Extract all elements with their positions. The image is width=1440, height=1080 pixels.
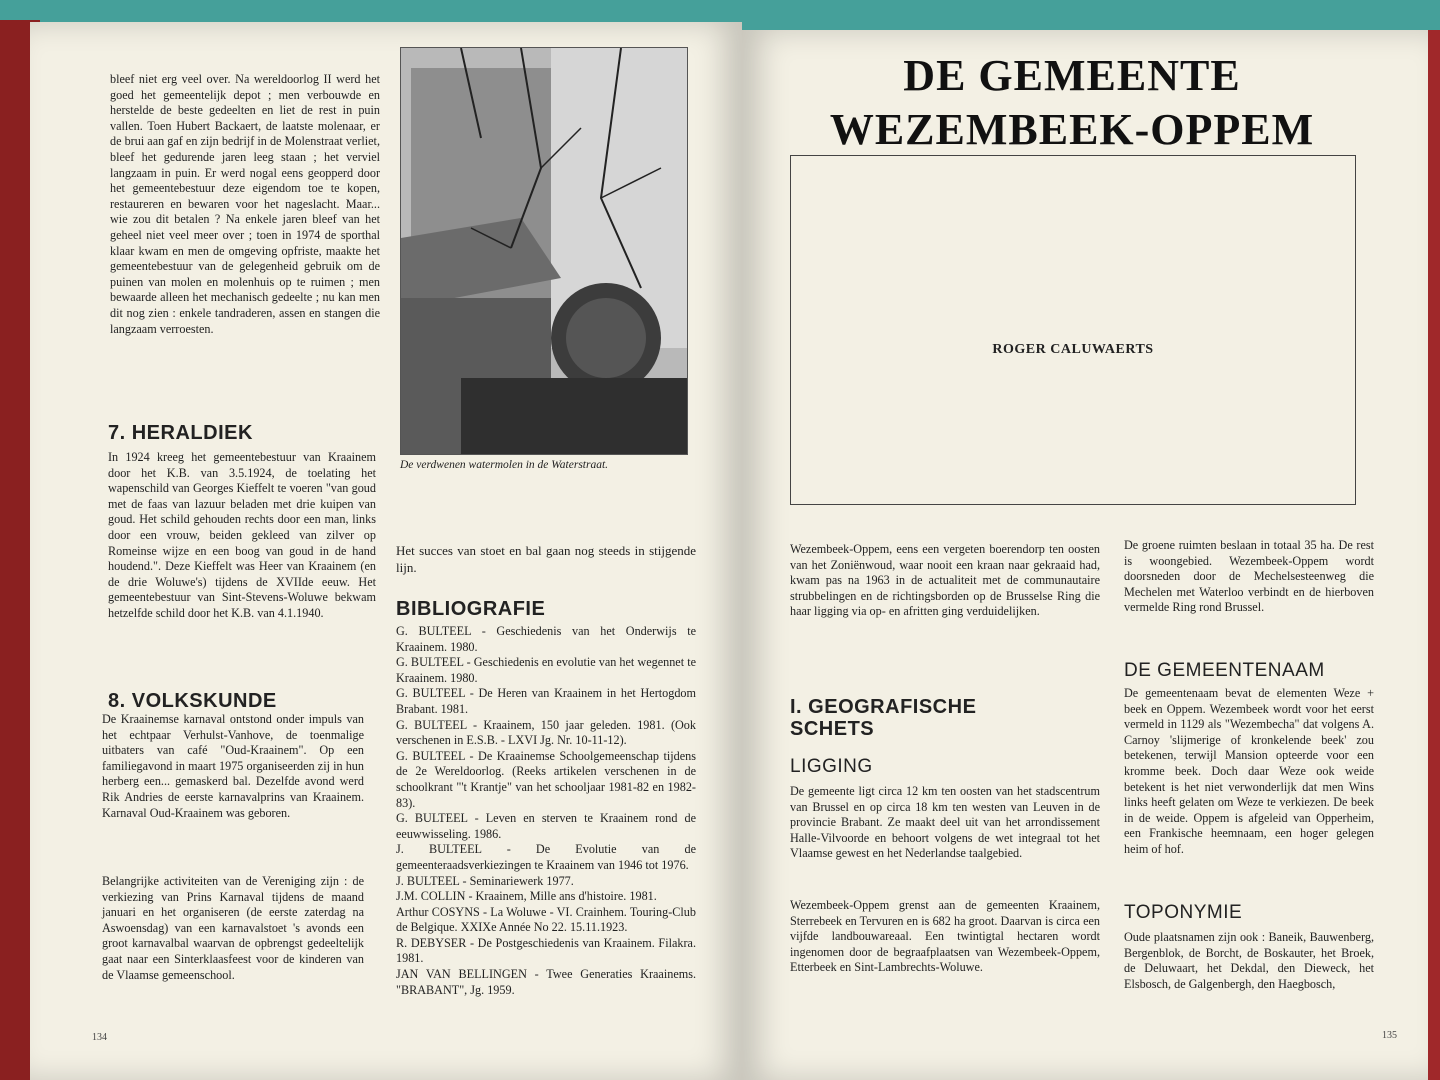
bibliografie-item: J. BULTEEL - De Evolutie van de gemeenteraadsverkiezingen te Kraainem van 1946 tot 1976.: [396, 842, 696, 872]
toponymie-paragraph: Oude plaatsnamen zijn ook : Baneik, Bauwenberg, Bergenblok, de Borcht, de Boskauter, het Broek, de Deluwaart, het Dekdal, den Dieweck, het Elsbosch, de Galgenbergh, den Haegbosch,: [1124, 930, 1374, 991]
ligging-paragraph-1: De gemeente ligt circa 12 km ten oosten van het stadscentrum van Brussel en op circa 18 km ten westen van Leuven in de provincie Brabant. Ze maakt deel uit van het arrondissement Halle-Vilvoorde en behoort volgens de wet integraal tot het Vlaamse gewest en het Nederlandse taalgebied.: [790, 784, 1100, 861]
succes-paragraph: Het succes van stoet en bal gaan nog steeds in stijgende lijn.: [396, 543, 696, 575]
heraldiek-paragraph: In 1924 kreeg het gemeentebestuur van Kraainem door het K.B. van 3.5.1924, de toelating het wapenschild van Georges Kieffelt te voeren "van goud met de faas van lazuur beladen met drie kuipen van goud. Het schild gehouden rechts door een man, links door een vrouw, beiden gekleed van zilver op Romeinse wijze en een boog van goud in de hand houdend.". Deze Kieffelt was Heer van Kraainem (en de drie Woluwe's) tijdens de XVIIde eeuw. Het gemeentebestuur van Sint-Stevens-Woluwe bekwam hetzelfde schild door het K.B. van 4.1.1940.: [108, 450, 376, 620]
toponymie-heading: TOPONYMIE: [1124, 902, 1243, 923]
page-number: 134: [92, 1032, 107, 1043]
bibliografie-item: G. BULTEEL - Geschiedenis en evolutie van het wegennet te Kraainem. 1980.: [396, 655, 696, 685]
left-page: [30, 22, 742, 1080]
page-number: 135: [1382, 1030, 1397, 1041]
intro-paragraph: Wezembeek-Oppem, eens een vergeten boerendorp ten oosten van het Zoniënwoud, waar nooit een kraan naar gekraaid had, kwam pas na 1963 in de actualiteit met de communautaire strubbelingen en de richtingsborden op de Brusselse Ring die haar ligging via op- en afritten ging verduidelijken.: [790, 542, 1100, 619]
bibliografie-item: G. BULTEEL - Kraainem, 150 jaar geleden. 1981. (Ook verschenen in E.S.B. - LXVI Jg. Nr. 10-11-12).: [396, 717, 696, 748]
geografische-schets-heading: I. GEOGRAFISCHE SCHETS: [790, 696, 977, 740]
bibliografie-item: G. BULTEEL - Leven en sterven te Kraainem rond de eeuwwisseling. 1986.: [396, 811, 696, 841]
bibliografie-heading: BIBLIOGRAFIE: [396, 598, 546, 620]
gemeentenaam-heading: DE GEMEENTENAAM: [1124, 660, 1325, 681]
title-frame: [790, 155, 1356, 505]
bibliografie-item: G. BULTEEL - De Heren van Kraainem in het Hertogdom Brabant. 1981.: [396, 686, 696, 716]
bibliografie-item: JAN VAN BELLINGEN - Twee Generaties Kraainems. "BRABANT", Jg. 1959.: [396, 967, 696, 997]
ligging-paragraph-2: Wezembeek-Oppem grenst aan de gemeenten Kraainem, Sterrebeek en Tervuren en is 682 ha groot. Daarvan is circa een vijfde landbouwareaal. Een twintigtal hectaren wordt ingenomen door de begraafplaatsen van Wezembeek-Oppem, Etterbeek en Sint-Lambrechts-Woluwe.: [790, 898, 1100, 975]
bibliografie-item: J.M. COLLIN - Kraainem, Mille ans d'histoire. 1981.: [396, 889, 657, 904]
right-page: [742, 30, 1428, 1080]
gemeentenaam-paragraph: De gemeentenaam bevat de elementen Weze + beek en Oppem. Wezembeek wordt voor het eerst vermeld in 1129 als "Wezembecha" dat volgens A. Carnoy 'slijmerige of kronkelende beek' zou betekenen, terwijl Mansion opteerde voor een kromme beek. Doch daar Weze ook weide betekent is het niet verwonderlijk dat men Wins links heeft gelaten om Weze te verkiezen. De beek in de weide. Oppem is afgeleid van Opperheim, een Frankische heemnaam, een hoger gelegen heim of hof.: [1124, 686, 1374, 856]
volkskunde-paragraph-2: Belangrijke activiteiten van de Vereniging zijn : de verkiezing van Prins Karnaval tijdens de maand januari en het organiseren (de eerste zaterdag na Aswoensdag) van een karnavalstoet 's avonds een groot karnavalbal waarvan de opbrengst gedeeltelijk gaat naar een Sinterklaasfeest voor de kinderen van de Vlaamse gemeenschool.: [102, 874, 364, 982]
heraldiek-heading: 7. HERALDIEK: [108, 422, 253, 444]
bibliografie-item: Arthur COSYNS - La Woluwe - VI. Crainhem. Touring-Club de Belgique. XXIXe Année No 22. 15.11.1923.: [396, 904, 696, 935]
intro-paragraph: bleef niet erg veel over. Na wereldoorlog II werd het goed het gemeentelijk depot ; men verbouwde en herstelde de beste gedeelten en liet de rest in puin vallen. Toen Hubert Backaert, de laatste molenaar, er de brui aan gaf en zijn bedrijf in de Molenstraat verliet, bleef het gedurende jaren leeg staan ; het verviel langzaam in puin. Er werd nogal eens geopperd door het gemeentebestuur deze eigendom toe te kopen, restaureren en bewaren voor het nageslacht. Maar... wie zou dit betalen ? Na enkele jaren bleef van het geheel niet veel meer over ; toen in 1974 de sporthal klaar kwam en men de omgeving opfriste, maakte het gemeentebestuur van de gelegenheid gebruik om de puinen van molen en molenhuis op te ruimen ; men bewaarde alleen het mechanisch gedeelte ; nu kan men dit nog zien : enkele tandraderen, assen en stangen die langzaam verroesten.: [110, 72, 380, 336]
author-name: ROGER CALUWAERTS: [992, 342, 1154, 357]
groene-ruimten-paragraph: De groene ruimten beslaan in totaal 35 ha. De rest is woongebied. Wezembeek-Oppem wordt doorsneden door de Mechelsesteenweg die Mechelen met Waterloo verbindt en de hierboven vermelde Ring rond Brussel.: [1124, 538, 1374, 615]
article-title-line-2: WEZEMBEEK-OPPEM: [829, 105, 1315, 154]
volkskunde-paragraph-1: De Kraainemse karnaval ontstond onder impuls van het echtpaar Verhulst-Vanhove, de toenmalige uitbaters van café "Oud-Kraainem". Op een familiegavond in maart 1975 organiseerden zij in hun herberg een... gemaskerd bal. Dezelfde avond werd Rik Andries de eerste karnavalprins van Kraainem. Karnaval Oud-Kraainem was geboren.: [102, 712, 364, 820]
bibliografie-item: G. BULTEEL - De Kraainemse Schoolgemeenschap tijdens de 2e Wereldoorlog. (Reeks artikelen verschenen in de schoolkrant "'t Krantje" van het schooljaar 1981-82 en 1982-83).: [396, 748, 696, 810]
article-title-line-1: DE GEMEENTE: [903, 51, 1241, 100]
watermill-photo: [400, 47, 688, 455]
bibliografie-item: J. BULTEEL - Seminariewerk 1977.: [396, 873, 574, 888]
photo-caption: De verdwenen watermolen in de Waterstraat.: [400, 459, 609, 471]
bibliografie-item: G. BULTEEL - Geschiedenis van het Onderwijs te Kraainem. 1980.: [396, 624, 696, 654]
volkskunde-heading: 8. VOLKSKUNDE: [108, 690, 277, 712]
ligging-heading: LIGGING: [790, 756, 873, 777]
bibliografie-item: R. DEBYSER - De Postgeschiedenis van Kraainem. Filakra. 1981.: [396, 935, 696, 966]
bibliografie-list: [396, 624, 696, 998]
